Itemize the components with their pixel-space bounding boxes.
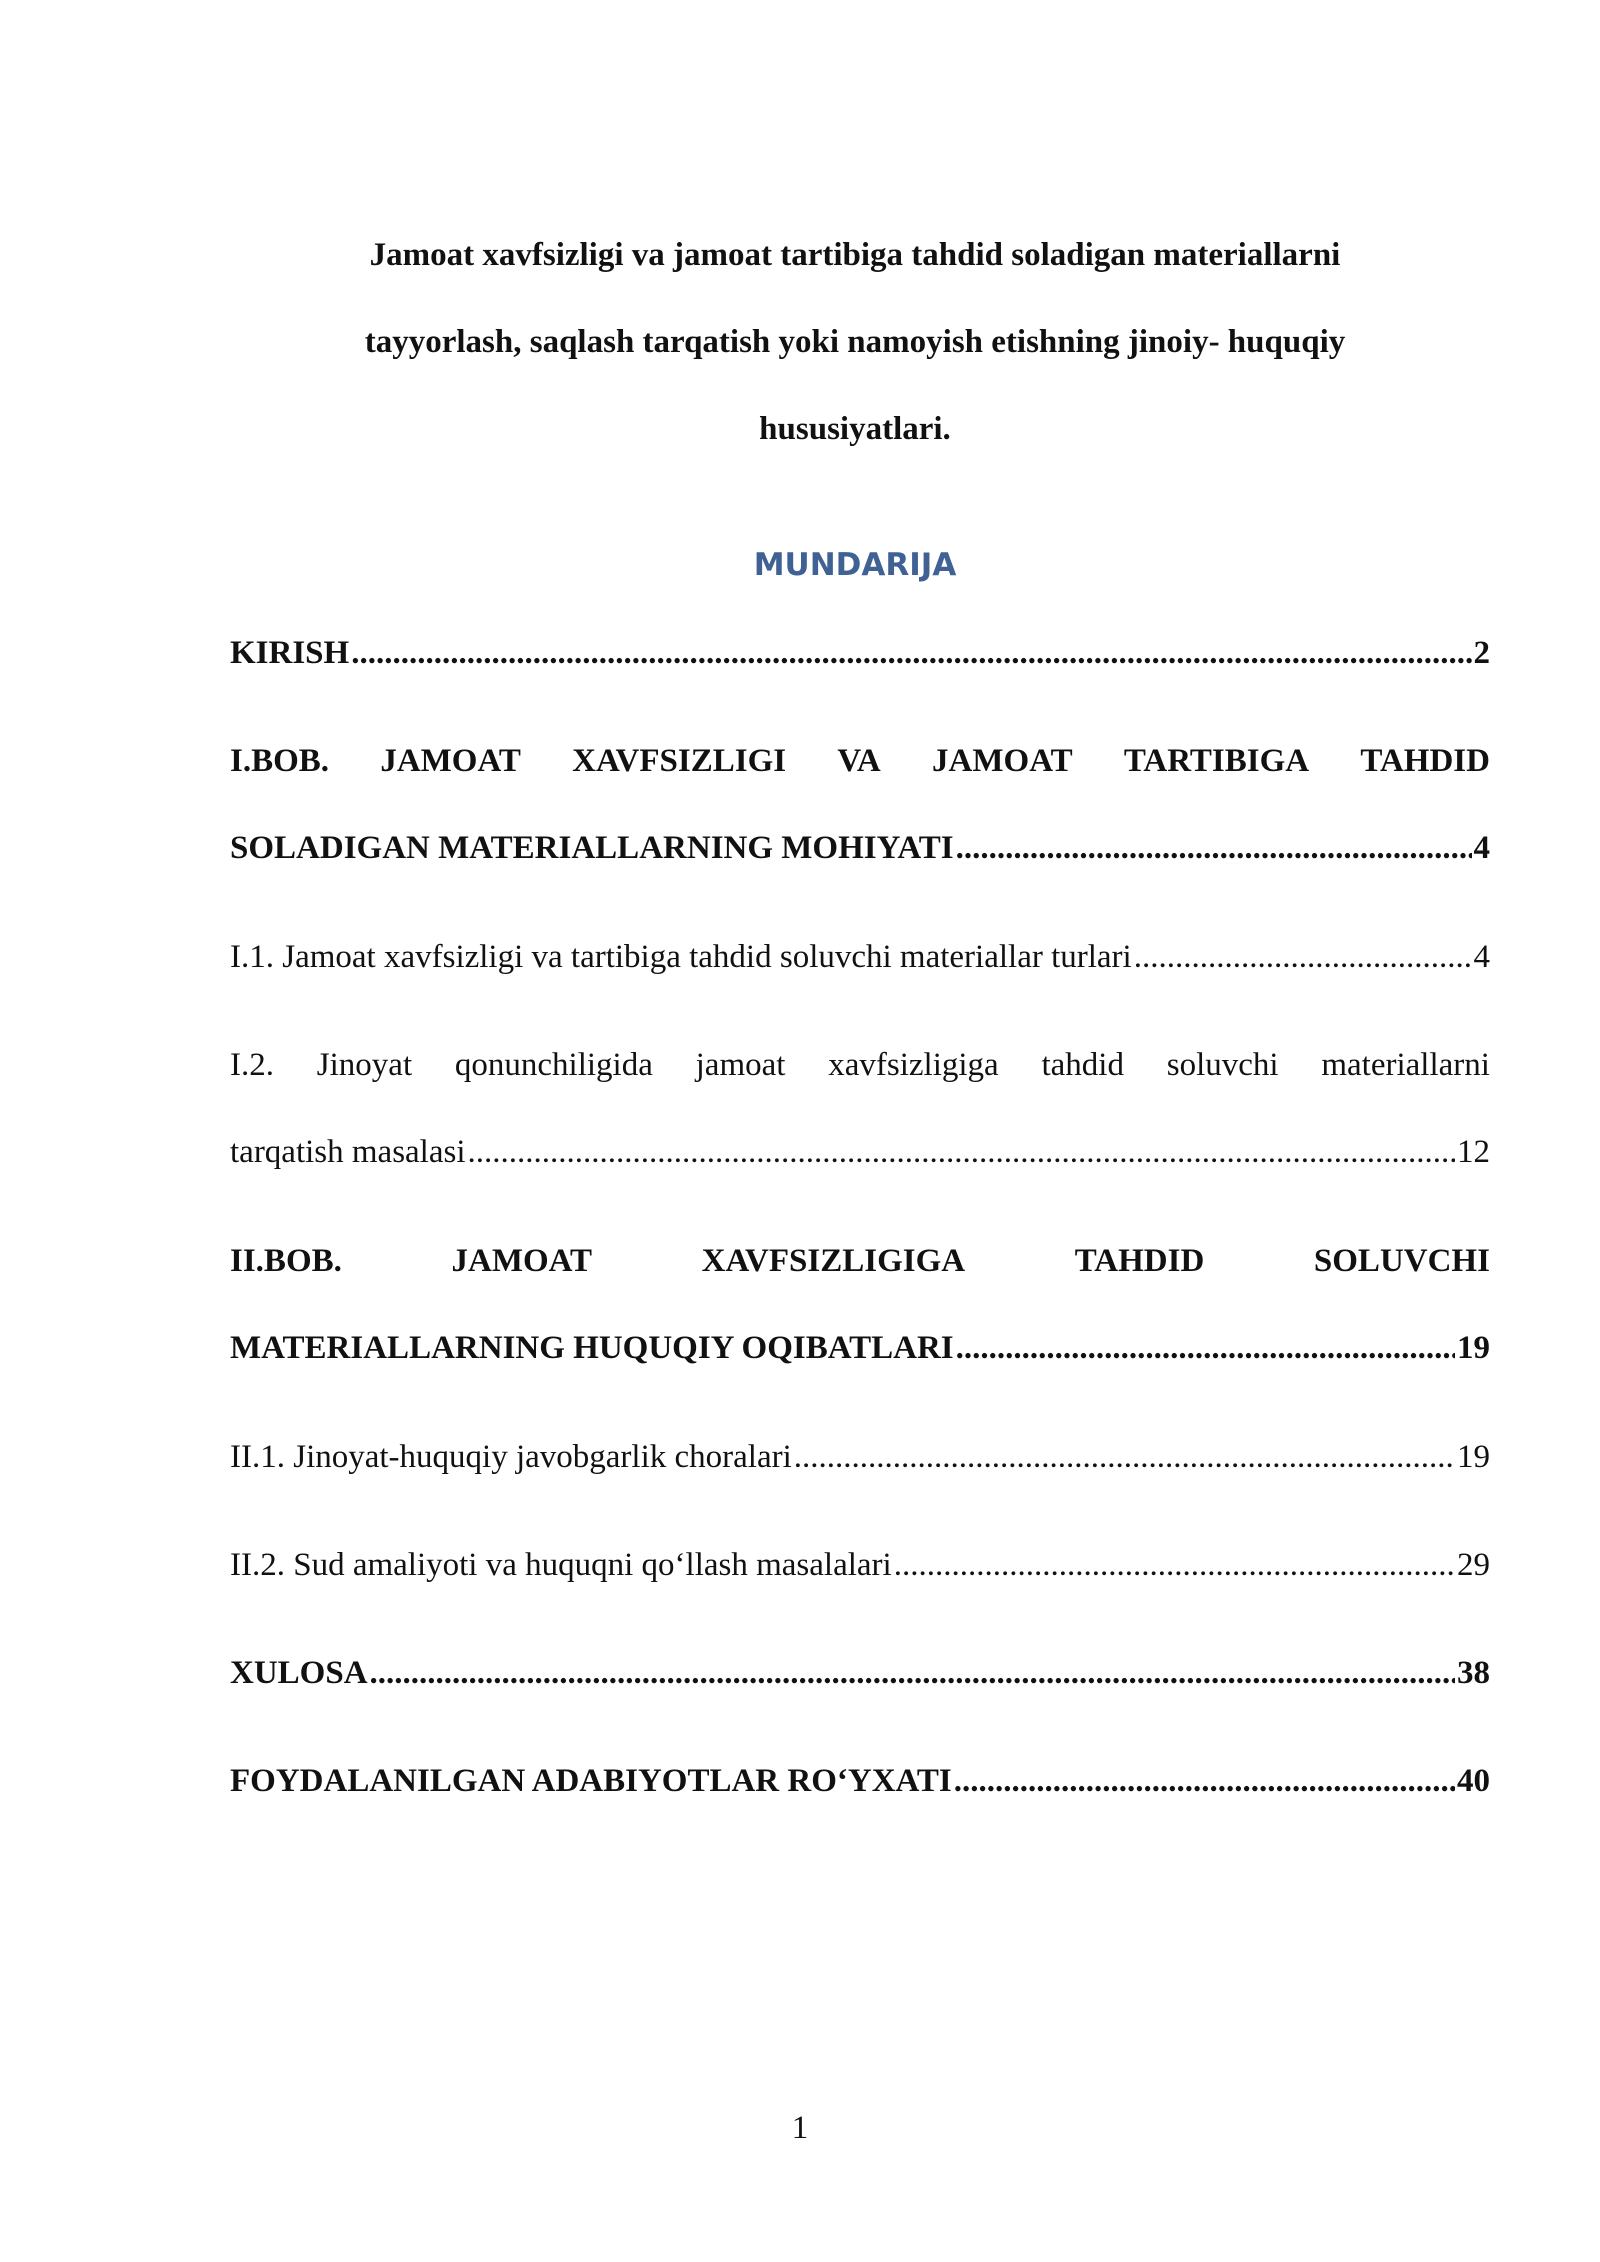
- toc-entry-line-1: [230, 1218, 1490, 1305]
- toc-entry-label: KIRISH: [230, 635, 350, 671]
- toc-entry-section-2-1[interactable]: [230, 1414, 1490, 1501]
- toc-word: TAHDID: [1074, 1243, 1205, 1279]
- toc-page-number: 4: [1473, 830, 1490, 866]
- toc-entry-line-1: [230, 1022, 1490, 1109]
- toc-heading: MUNDARIJA: [753, 547, 957, 583]
- toc-entry-label: tarqatish masalasi: [230, 1134, 466, 1170]
- toc-page-number: 4: [1473, 939, 1490, 975]
- toc-entry-label: FOYDALANILGAN ADABIYOTLAR RO‘YXATI: [230, 1763, 952, 1799]
- toc-word: Jinoyat: [316, 1047, 413, 1083]
- toc-word: I.2.: [230, 1047, 274, 1083]
- toc-entry-section-1-1[interactable]: [230, 914, 1490, 1001]
- toc-entry-xulosa[interactable]: [230, 1630, 1490, 1717]
- toc-entry-chapter-2[interactable]: [230, 1218, 1490, 1392]
- toc-word: xavfsizligiga: [828, 1047, 999, 1083]
- toc-page-number: 38: [1457, 1655, 1490, 1691]
- toc-word: TAHDID: [1360, 743, 1490, 779]
- dot-leader: [351, 610, 1471, 697]
- toc-entry-label: II.2. Sud amaliyoti va huquqni qo‘llash masalalari: [230, 1547, 892, 1583]
- toc-entry-chapter-1[interactable]: [230, 718, 1490, 892]
- document-title: [230, 212, 1480, 473]
- dot-leader: [954, 1738, 1455, 1825]
- toc-word: soluvchi: [1166, 1047, 1279, 1083]
- toc-page-number: 29: [1457, 1547, 1490, 1583]
- toc-word: JAMOAT: [932, 743, 1073, 779]
- dot-leader: [1134, 914, 1472, 1001]
- dot-leader: [794, 1414, 1455, 1501]
- toc-word: II.BOB.: [230, 1243, 342, 1279]
- toc-page-number: 12: [1457, 1134, 1490, 1170]
- toc-word: JAMOAT: [380, 743, 521, 779]
- toc-entry-label: XULOSA: [230, 1655, 368, 1691]
- toc-page-number: 2: [1473, 635, 1490, 671]
- toc-word: qonunchiligida: [454, 1047, 653, 1083]
- toc-entry-label: MATERIALLARNING HUQUQIY OQIBATLARI: [230, 1330, 954, 1366]
- toc-entry-section-1-2[interactable]: [230, 1022, 1490, 1196]
- dot-leader: [468, 1109, 1455, 1196]
- dot-leader: [956, 1305, 1455, 1392]
- toc-page-number: 19: [1457, 1330, 1490, 1366]
- toc-word: VA: [837, 743, 881, 779]
- toc-word: TARTIBIGA: [1123, 743, 1310, 779]
- toc-word: I.BOB.: [230, 743, 330, 779]
- toc-entry-kirish[interactable]: [230, 610, 1490, 697]
- toc-entry-label: SOLADIGAN MATERIALLARNING MOHIYATI: [230, 830, 954, 866]
- title-line-1: Jamoat xavfsizligi va jamoat tartibiga tahdid soladigan materiallarni: [369, 237, 1341, 273]
- toc-entry-label: II.1. Jinoyat-huquqiy javobgarlik choralari: [230, 1439, 792, 1475]
- title-line-3: hususiyatlari.: [759, 411, 951, 447]
- dot-leader: [370, 1630, 1455, 1717]
- toc-word: XAVFSIZLIGI: [572, 743, 787, 779]
- toc-word: jamoat: [695, 1047, 786, 1083]
- toc-word: JAMOAT: [451, 1243, 593, 1279]
- toc-entry-bibliography[interactable]: [230, 1738, 1490, 1825]
- toc-entry-label: I.1. Jamoat xavfsizligi va tartibiga tahdid soluvchi materiallar turlari: [230, 939, 1132, 975]
- toc-word: tahdid: [1041, 1047, 1124, 1083]
- toc-entry-section-2-2[interactable]: [230, 1522, 1490, 1609]
- toc-entry-line-1: [230, 718, 1490, 805]
- dot-leader: [956, 805, 1472, 892]
- toc-word: materiallarni: [1321, 1047, 1490, 1083]
- page-number: 1: [791, 2110, 809, 2146]
- toc-word: SOLUVCHI: [1313, 1243, 1490, 1279]
- toc-word: XAVFSIZLIGIGA: [701, 1243, 966, 1279]
- toc-page-number: 40: [1457, 1763, 1490, 1799]
- dot-leader: [894, 1522, 1455, 1609]
- title-line-2: tayyorlash, saqlash tarqatish yoki namoyish etishning jinoiy- huquqiy: [364, 324, 1346, 360]
- toc-page-number: 19: [1457, 1439, 1490, 1475]
